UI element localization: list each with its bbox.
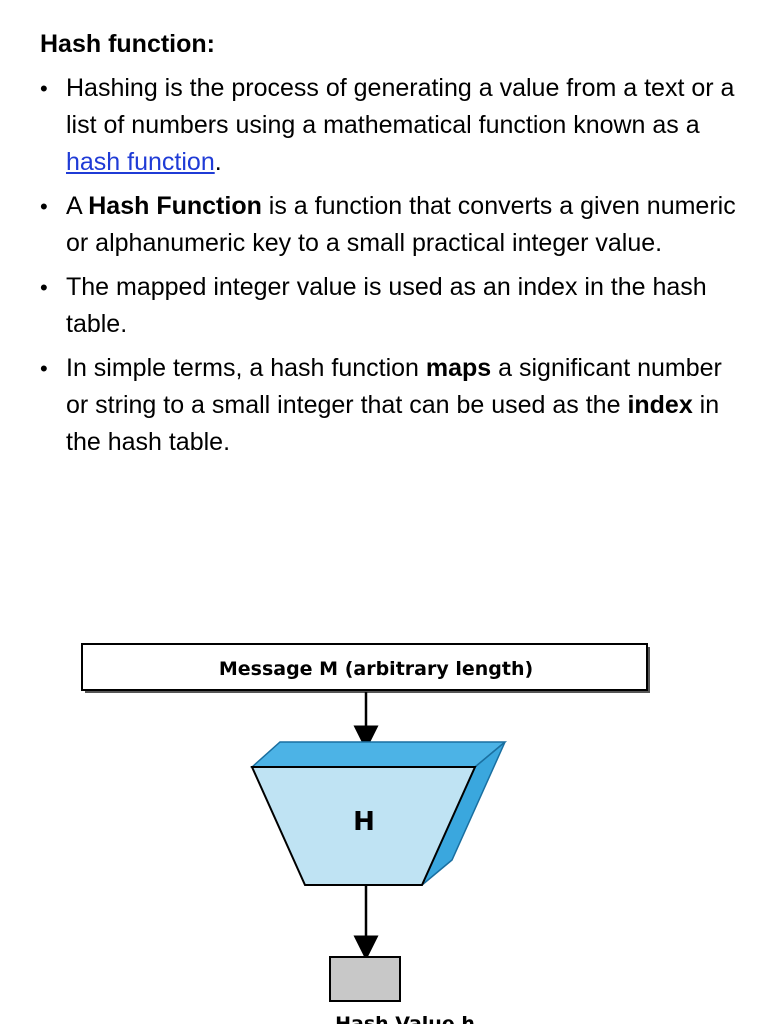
bullet-item-2: [38, 188, 738, 262]
bullet-4-end: in the hash table.: [66, 391, 720, 456]
bullet-dot-icon: •: [40, 275, 48, 300]
bullet-list: [38, 70, 738, 468]
hash-diagram: [0, 630, 768, 1024]
bullet-1-text: Hashing is the process of generating a value from a text or a list of numbers using a mathematical function known as a: [66, 74, 735, 139]
hash-value-label: Hash Value h: [335, 1013, 475, 1024]
hash-function-link[interactable]: hash function: [66, 148, 215, 176]
bullet-2-bold: Hash Function: [88, 192, 262, 220]
message-label: Message M (arbitrary length): [218, 658, 534, 680]
hash-value-box: [330, 957, 400, 1001]
hash-diagram-svg: [0, 630, 768, 1024]
bullet-dot-icon: •: [40, 194, 48, 219]
bullet-4-bold-index: index: [627, 391, 693, 419]
bullet-item-4: [38, 350, 738, 461]
function-label: H: [353, 807, 375, 837]
bullet-item-1: [38, 70, 738, 181]
function-top-face: [252, 742, 505, 767]
page-title: Hash function:: [40, 30, 215, 58]
bullet-4-middle: a significant number or string to a small integer that can be used as the: [66, 354, 722, 419]
bullet-1-end: .: [214, 148, 222, 176]
bullet-dot-icon: •: [40, 76, 48, 101]
bullet-4-start: In simple terms, a hash function: [66, 354, 426, 382]
bullet-2-end: is a function that converts a given numeric or alphanumeric key to a small practical integer value.: [66, 192, 736, 257]
bullet-item-3: [38, 269, 738, 343]
bullet-2-start: A: [66, 192, 89, 220]
bullet-4-bold-maps: maps: [425, 354, 492, 382]
bullet-dot-icon: •: [40, 356, 48, 381]
bullet-3-text: The mapped integer value is used as an index in the hash table.: [66, 273, 707, 338]
